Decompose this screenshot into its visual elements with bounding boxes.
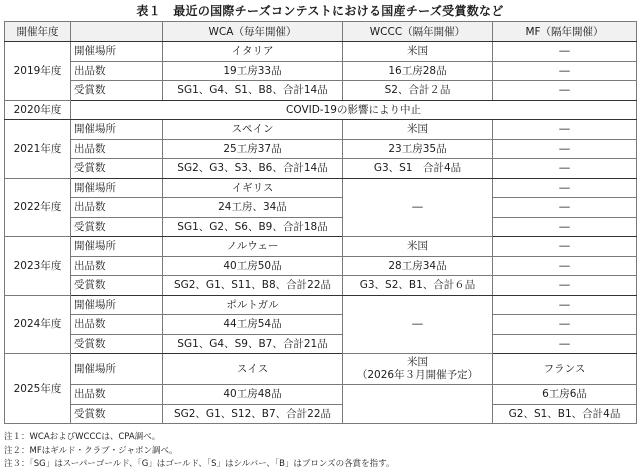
cell-wca: スペイン	[163, 120, 343, 140]
cell-mf: ―	[493, 315, 637, 335]
cell-wca: 40工房50品	[163, 256, 343, 276]
cell-mf: ―	[493, 61, 637, 81]
cell-wccc-merged: ―	[343, 178, 493, 237]
wccc-venue-line2: （2026年３月開催予定）	[356, 369, 479, 381]
header-wccc: WCCC（隔年開催）	[343, 22, 493, 42]
covid-cancel-note: COVID-19の影響により中止	[71, 100, 637, 120]
cell-mf: ―	[493, 198, 637, 218]
table-row	[5, 256, 637, 276]
cell-wccc: 28工房34品	[343, 256, 493, 276]
cell-mf: ―	[493, 178, 637, 198]
cell-wca: イギリス	[163, 178, 343, 198]
row-label-venue: 開催場所	[71, 237, 163, 257]
cell-mf: ―	[493, 42, 637, 62]
table-row	[5, 217, 637, 237]
cell-wccc: 米国	[343, 237, 493, 257]
cell-wccc-empty	[343, 385, 493, 424]
row-label-venue: 開催場所	[71, 354, 163, 385]
cell-wca: SG2、G3、S3、B6、合計14品	[163, 159, 343, 179]
cell-wca: SG2、G1、S11、B8、合計22品	[163, 276, 343, 296]
year-cell: 2023年度	[5, 237, 71, 296]
table-row	[5, 354, 637, 385]
row-label-venue: 開催場所	[71, 42, 163, 62]
cell-mf: 6工房6品	[493, 385, 637, 405]
cell-wccc: 米国	[343, 120, 493, 140]
cell-mf: ―	[493, 139, 637, 159]
cell-wca: ポルトガル	[163, 295, 343, 315]
table-row	[5, 61, 637, 81]
table-row	[5, 159, 637, 179]
header-item	[71, 22, 163, 42]
table-row	[5, 385, 637, 405]
cheese-contest-table	[4, 21, 637, 424]
table-row	[5, 334, 637, 354]
cell-wccc: G3、S2、B1、合計６品	[343, 276, 493, 296]
cell-wca: イタリア	[163, 42, 343, 62]
table-row	[5, 404, 637, 424]
header-mf: MF（隔年開催）	[493, 22, 637, 42]
row-label-entries: 出品数	[71, 61, 163, 81]
row-label-venue: 開催場所	[71, 178, 163, 198]
footnotes	[4, 431, 636, 472]
cell-mf: ―	[493, 217, 637, 237]
year-cell: 2024年度	[5, 295, 71, 354]
row-label-awards: 受賞数	[71, 276, 163, 296]
row-label-entries: 出品数	[71, 139, 163, 159]
cell-wca: 19工房33品	[163, 61, 343, 81]
cell-wca: SG1、G4、S9、B7、合計21品	[163, 334, 343, 354]
row-label-awards: 受賞数	[71, 334, 163, 354]
cell-wca: SG2、G1、S12、B7、合計22品	[163, 404, 343, 424]
table-row	[5, 315, 637, 335]
year-cell: 2022年度	[5, 178, 71, 237]
cell-wca: SG1、G4、S1、B8、合計14品	[163, 81, 343, 101]
cell-wccc: S2、合計２品	[343, 81, 493, 101]
table-row	[5, 120, 637, 140]
row-label-entries: 出品数	[71, 315, 163, 335]
row-label-awards: 受賞数	[71, 217, 163, 237]
cell-wca: スイス	[163, 354, 343, 385]
cell-wccc: 16工房28品	[343, 61, 493, 81]
cell-mf: フランス	[493, 354, 637, 385]
cell-wca: ノルウェー	[163, 237, 343, 257]
footnote-3: 注３：「SG」はスーパーゴールド、「G」はゴールド、「S」はシルバー、「B」はブロンズの各賞を指す。	[4, 459, 395, 469]
header-row	[5, 22, 637, 42]
cell-wca: 44工房54品	[163, 315, 343, 335]
cell-mf: ―	[493, 237, 637, 257]
table-row	[5, 198, 637, 218]
table-row	[5, 237, 637, 257]
row-label-venue: 開催場所	[71, 120, 163, 140]
cell-wccc: 米国	[343, 42, 493, 62]
row-label-entries: 出品数	[71, 198, 163, 218]
footnote-2: 注２：MFはギルド・クラブ・ジャポン調べ。	[4, 445, 178, 456]
year-cell: 2021年度	[5, 120, 71, 179]
cell-wca: SG1、G2、S6、B9、合計18品	[163, 217, 343, 237]
cell-wca: 25工房37品	[163, 139, 343, 159]
cell-mf: ―	[493, 81, 637, 101]
header-year: 開催年度	[5, 22, 71, 42]
table-row	[5, 100, 637, 120]
cell-wccc: G3、S1 合計4品	[343, 159, 493, 179]
cell-mf: ―	[493, 276, 637, 296]
cell-mf: ―	[493, 159, 637, 179]
header-wca: WCA（毎年開催）	[163, 22, 343, 42]
row-label-awards: 受賞数	[71, 404, 163, 424]
cell-wca: 40工房48品	[163, 385, 343, 405]
cell-wccc: 23工房35品	[343, 139, 493, 159]
row-label-awards: 受賞数	[71, 81, 163, 101]
cell-mf: G2、S1、B1、合計4品	[493, 404, 637, 424]
table-row	[5, 42, 637, 62]
table-row	[5, 295, 637, 315]
row-label-awards: 受賞数	[71, 159, 163, 179]
year-cell: 2025年度	[5, 354, 71, 424]
cell-mf: ―	[493, 256, 637, 276]
table-title: 表１ 最近の国際チーズコンテストにおける国産チーズ受賞数など	[136, 4, 504, 18]
cell-mf: ―	[493, 295, 637, 315]
table-row	[5, 276, 637, 296]
row-label-entries: 出品数	[71, 385, 163, 405]
table-row	[5, 178, 637, 198]
wccc-venue-line1: 米国	[407, 356, 428, 368]
cell-wccc-merged: ―	[343, 295, 493, 354]
footnote-1: 注１：WCAおよびWCCCは、CPA調べ。	[4, 432, 161, 442]
year-cell: 2019年度	[5, 42, 71, 101]
row-label-venue: 開催場所	[71, 295, 163, 315]
table-row	[5, 139, 637, 159]
cell-mf: ―	[493, 334, 637, 354]
cell-wccc	[343, 354, 493, 385]
table-row	[5, 81, 637, 101]
cell-wca: 24工房、34品	[163, 198, 343, 218]
cell-mf: ―	[493, 120, 637, 140]
year-cell: 2020年度	[5, 100, 71, 120]
row-label-entries: 出品数	[71, 256, 163, 276]
